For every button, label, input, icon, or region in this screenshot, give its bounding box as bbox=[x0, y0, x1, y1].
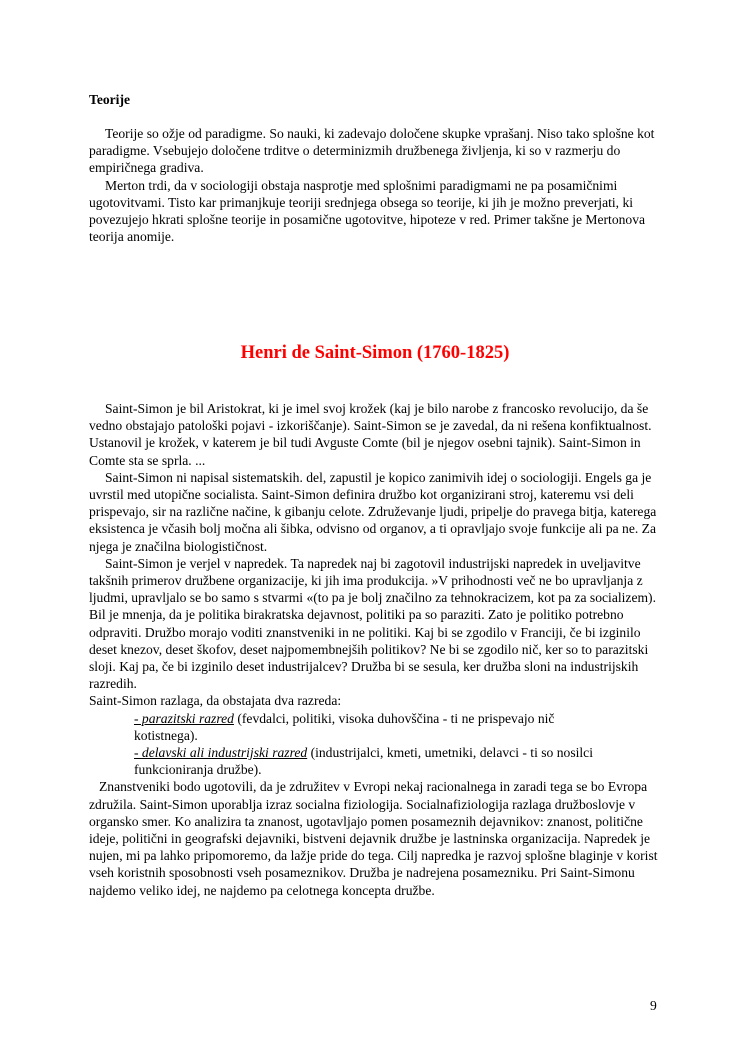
section-body bbox=[89, 125, 669, 245]
section-heading: Teorije bbox=[89, 92, 131, 107]
section-paragraph-1: Teorije so ožje od paradigme. So nauki, ki zadevajo določene skupke vprašanj. Niso tako splošne kot paradigme. Vsebujejo določene trditve o determinizmih družbenega življenja, ki so v razmerju do empiričnega gradiva. bbox=[89, 126, 655, 176]
chapter-paragraph-2: Saint-Simon ni napisal sistematskih. del, zapustil je kopico zanimivih idej o sociologiji. Engels ga je uvrstil med utopične socialista. Saint-Simon definira družbo kot organizirani stroj, kateremu vsi deli prispevajo, sir na različne načine, k gibanju celote. Združevanje ljudi, pripelje do pravega bitja, katerega eksistenca je včasih bolj močna ali šibka, odvisno od organov, a ti opravljajo svoje funkcije ali pa ne. Za njega je značilna biologističnost. bbox=[89, 469, 657, 554]
section-paragraph-2: Merton trdi, da v sociologiji obstaja nasprotje med splošnimi paradigmami ne pa posamičnimi ugotovitvami. Tisto kar primanjkuje teoriji srednjega obsega so teorije, ki jih je možno preverjati, ki povezujejo hkrati splošne teorije in posamične ugotovitve, hipoteze v red. Primer takšne je Mertonova teorija anomije. bbox=[89, 177, 646, 245]
chapter-paragraph-3: Saint-Simon je verjel v napredek. Ta napredek naj bi zagotovil industrijski napredek in uveljavitve takšnih primerov družbene organizacije, ki jih ima produkcija. »V prihodnosti več ne bo upravljanja z ljudmi, upravljalo se bo samo s stvarmi «(to pa je bolj značilno za tehnokracizem, kot pa za socializem). Bil je mnenja, da je politika birakratska dejavnost, politiki pa so paraziti. Zato je politiko potrebno odpraviti. Družbo morajo voditi znanstveniki in ne politiki. Kaj bi se zgodilo v Franciji, če bi izginilo deset knezov, deset škofov, deset najpomembnejših politikov? Ne bi se zgodilo nič, ker so to parazitski sloji. Kaj pa, če bi izginilo deset industrijalcev? Družba bi se sesula, ker družba sloni na industrijskih razredih. bbox=[89, 555, 656, 692]
list-item-desc: (fevdalci, politiki, visoka duhovščina - ti ne prispevajo nič bbox=[233, 710, 555, 726]
list-item bbox=[89, 710, 669, 744]
list-item-desc-cont: kotistnega). bbox=[134, 727, 198, 743]
chapter-title: Henri de Saint-Simon (1760-1825) bbox=[240, 343, 510, 363]
list-item-term: - parazitski razred bbox=[134, 710, 234, 726]
list-intro: Saint-Simon razlaga, da obstajata dva razreda: bbox=[89, 693, 342, 709]
chapter-paragraph-1: Saint-Simon je bil Aristokrat, ki je imel svoj krožek (kaj je bilo narobe z francosko revolucijo, da še vedno obstajajo patološki pojavi - izkoriščanje). Saint-Simon se je zavedal, da ni rešena konfiktualnost. Ustanovil je krožek, v katerem je bil tudi Avguste Comte (bil je njegov osebni tajnik). Saint-Simon in Comte sta se sprla. ... bbox=[89, 401, 652, 468]
list-item bbox=[89, 744, 669, 778]
list-item-term: - delavski ali industrijski razred bbox=[134, 745, 308, 761]
page-number: 9 bbox=[650, 998, 657, 1013]
list-item-desc-cont: funkcioniranja družbe). bbox=[134, 762, 262, 778]
list-item-desc: (industrijalci, kmeti, umetniki, delavci - ti so nosilci bbox=[307, 745, 593, 761]
chapter-paragraph-4: Znanstveniki bodo ugotovili, da je združitev v Evropi nekaj racionalnega in zaradi tega se bo Evropa združila. Saint-Simon uporablja izraz socialna fiziologija. Socialnafiziologija razlaga družboslovje v organsko smer. Ko analizira ta znanost, ugotavljajo pomen posameznih dejavnikov: znanost, politične ideje, politični in geografski dejavniki, bistveni dejavnik družbe je lastninska organizacija. Napredek je nujen, mi pa lahko pripomoremo, da lažje pride do tega. Cilj napredka je razvoj splošne blaginje v korist vseh koristnih sposobnosti vseh posameznikov. Družba je nadrejena posamezniku. Pri Saint-Simonu najdemo veliko idej, ne najdemo pa celotnega koncepta družbe. bbox=[89, 779, 658, 898]
chapter-body bbox=[89, 400, 669, 899]
